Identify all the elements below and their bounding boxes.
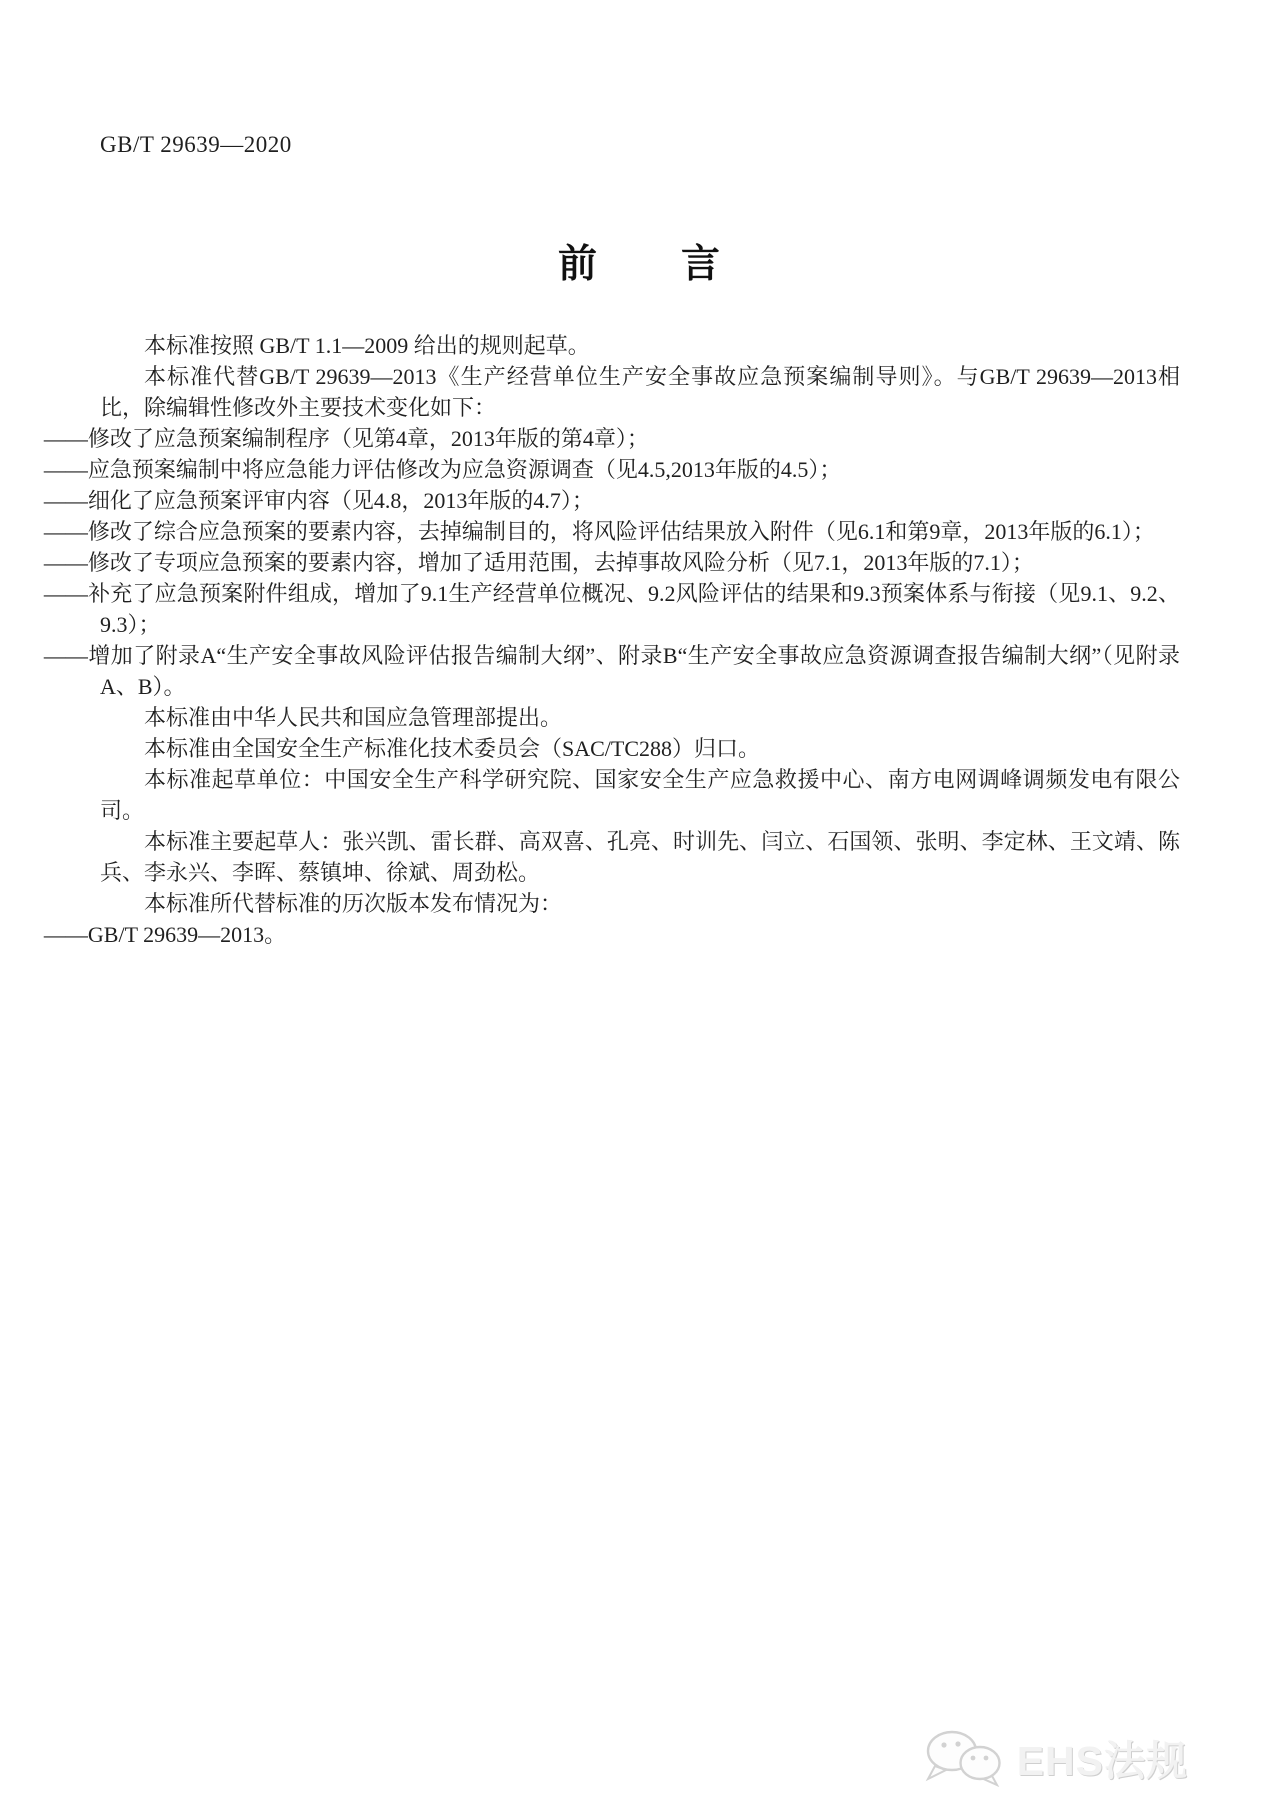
watermark-label: EHS法规 xyxy=(1016,1738,1188,1784)
paragraph-replaces-standard: 本标准代替GB/T 29639—2013《生产经营单位生产安全事故应急预案编制导则》。与GB/T 29639—2013相比，除编辑性修改外主要技术变化如下： xyxy=(100,364,1180,420)
foreword-body xyxy=(43,330,1180,950)
paragraph-previous-editions: 本标准所代替标准的历次版本发布情况为： xyxy=(144,891,563,916)
previous-edition-item: ——GB/T 29639—2013。 xyxy=(43,922,287,947)
change-item: ——修改了专项应急预案的要素内容，增加了适用范围，去掉事故风险分析（见7.1，2013年版的7.1）； xyxy=(43,550,1034,575)
change-item: ——细化了应急预案评审内容（见4.8，2013年版的4.7）； xyxy=(43,488,594,513)
change-item: ——补充了应急预案附件组成，增加了9.1生产经营单位概况、9.2风险评估的结果和9.3预案体系与衔接（见9.1、9.2、9.3）； xyxy=(43,581,1180,637)
watermark xyxy=(921,1728,1188,1787)
change-item: ——修改了应急预案编制程序（见第4章，2013年版的第4章）； xyxy=(43,426,649,451)
paragraph-main-drafters: 本标准主要起草人：张兴凯、雷长群、高双喜、孔亮、时训先、闫立、石国领、张明、李定林、王文靖、陈兵、李永兴、李晖、蔡镇坤、徐斌、周劲松。 xyxy=(100,829,1180,885)
paragraph-drafting-units: 本标准起草单位：中国安全生产科学研究院、国家安全生产应急救援中心、南方电网调峰调频发电有限公司。 xyxy=(100,767,1180,823)
standard-number: GB/T 29639—2020 xyxy=(100,132,292,157)
change-item: ——修改了综合应急预案的要素内容，去掉编制目的，将风险评估结果放入附件（见6.1和第9章，2013年版的6.1）； xyxy=(43,519,1155,544)
paragraph-proposed-by: 本标准由中华人民共和国应急管理部提出。 xyxy=(144,705,563,730)
paragraph-drafting-rule: 本标准按照 GB/T 1.1—2009 给出的规则起草。 xyxy=(144,333,590,358)
wechat-icon xyxy=(921,1729,1009,1787)
change-item: ——应急预案编制中将应急能力评估修改为应急资源调查（见4.5,2013年版的4.5）； xyxy=(43,457,842,482)
page-title: 前 言 xyxy=(557,243,722,286)
change-item: ——增加了附录A“生产安全事故风险评估报告编制大纲”、附录B“生产安全事故应急资源调查报告编制大纲”（见附录A、B）。 xyxy=(43,643,1180,699)
paragraph-centralized-by: 本标准由全国安全生产标准化技术委员会（SAC/TC288）归口。 xyxy=(144,736,761,761)
